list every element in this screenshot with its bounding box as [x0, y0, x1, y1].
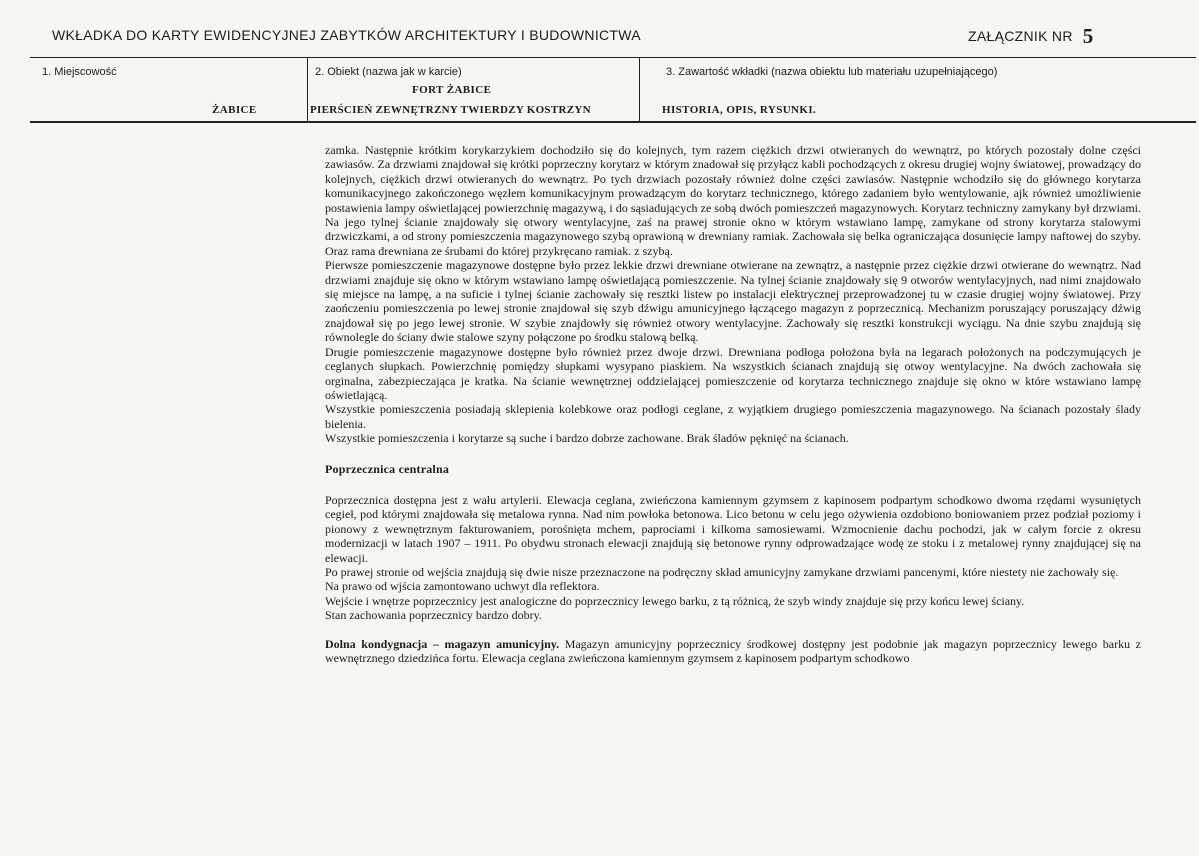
- object-value-complex: PIERŚCIEŃ ZEWNĘTRZNY TWIERDZY KOSTRZYN: [310, 104, 591, 116]
- lower-level-text: Magazyn amunicyjny poprzecznicy środkowej dostępny jest podobnie jak magazyn poprzecznicy lewego barku z wewnętrznego dziedzińca fortu. Elewacja ceglana zwieńczona kamiennym gzymsem z kapinosem podpartym schodkowo: [325, 636, 1141, 665]
- paragraph-elevation: Poprzecznica dostępna jest z wału artylerii. Elewacja ceglana, zwieńczona kamiennym gzymsem z kapinosem podpartym schodkowo dwoma rzędami wysuniętych cegieł, pod którymi znajdowała się metalowa rynna. Nad nim powłoka betonowa. Lico betonu w celu jego ożywienia ozdobiono boniowaniem przez podział poziomy i pionowy z wewnętrznym fakturowaniem, porośnięta mchem, paprociami i kilkoma samosiewami. Wzmocnienie dachu pochodzi, jak w całym forcie z okresu modernizacji w latach 1907 – 1911. Po obydwu stronach elewacji znajdują się betonowe rynny odprowadzające wodę ze stoku i z metalowej rynny znajdującej się na elewacji.: [325, 492, 1141, 565]
- contents-label: 3. Zawartość wkładki (nazwa obiektu lub materiału uzupełniającego): [666, 66, 998, 78]
- header-bottom-rule: [30, 121, 1196, 123]
- document-body: [325, 143, 1141, 665]
- header-top-rule: [30, 57, 1196, 58]
- paragraph-lower-level: [325, 637, 1141, 666]
- locality-value: ŻABICE: [212, 104, 257, 116]
- field-divider-1: [307, 58, 308, 121]
- paragraph-interior: Wejście i wnętrze poprzecznicy jest analogiczne do poprzecznicy lewego barku, z tą różnicą, że szyb windy znajduje się przy końcu lewej ściany.: [325, 593, 1025, 608]
- annex-number: 5: [1082, 24, 1094, 48]
- object-label: 2. Obiekt (nazwa jak w karcie): [315, 66, 462, 78]
- paragraph-spacer: [325, 623, 1141, 637]
- paragraph-second-magazine: Drugie pomieszczenie magazynowe dostępne było również przez dwoje drzwi. Drewniana podłoga położona była na legarach położonych na podczymujących je ceglanych słupkach. Powierzchnię pomiędzy słupkami wysypano piaskiem. Na wszystkich ścianach znajdują się otwoy wentylacyjne. Na dwóch zachowała się orginalna, zabezpieczająca je kratka. Na ścianie wewnętrznej oddzielającej pomieszczenie od korytarza technicznego znajduje się okno w które wstawiano lampę oświetlającą.: [325, 344, 1141, 402]
- contents-value: HISTORIA, OPIS, RYSUNKI.: [662, 104, 817, 116]
- field-divider-2: [639, 58, 640, 121]
- paragraph-condition: Wszystkie pomieszczenia i korytarze są suche i bardzo dobrze zachowane. Brak śladów pęknięć na ścianach.: [325, 431, 849, 446]
- annex-label: [968, 24, 1094, 49]
- section-heading: Poprzecznica centralna: [325, 461, 450, 476]
- locality-label: 1. Miejscowość: [42, 66, 117, 78]
- paragraph-niches: Po prawej stronie od wejścia znajdują się dwie nisze przeznaczone na podręczny skład amunicyjny zamykane drzwiami pancenymi, które niestety nie zachowały się.: [325, 564, 1119, 579]
- annex-label-text: ZAŁĄCZNIK NR: [968, 28, 1073, 44]
- lower-level-heading: Dolna kondygnacja – magazyn amunicyjny.: [325, 636, 560, 651]
- paragraph-vaults: Wszystkie pomieszczenia posiadają sklepienia kolebkowe oraz podłogi ceglane, z wyjątkiem drugiego pomieszczenia magazynowego. Na ścianach pozostały ślady bielenia.: [325, 402, 1141, 431]
- paragraph-entrance-corridor: zamka. Następnie krótkim korykarzykiem dochodziło się do kolejnych, tym razem ciężkich drzwi otwieranych do wewnątrz, po których pozostały dolne części zawiasów. Za drzwiami znajdował się krótki poprzeczny korytarz w którym znadował się przyłącz kabli pochodzących z okresu drugiej wojny światowej, prowadzący do kolejnych, ciężkich drzwi otwieranych do wewnątrz. Po tych drzwiach pozostały również dolne części zawiasów. Następnie wchodziło się do głównego korytarza komunikacyjnego zakończonego węzłem komunikacyjnym prowadzącym do korytarz technicznego, którego zadaniem było wentylowanie, ajk również umożliwienie postawienia lampy oświetlającej powierzchnię magazywą, i do sąsiadujących ze sobą dwóch pomieszczeń magazynowych. Korytarz techniczny zamykany był drzwiami. Na jego tylnej ścianie znajdowały się otwory wentylacyjne, zaś na prawej stronie okno w którym wstawiano lampę, zamykane od strony korytarza stalowymi drzwiczkami, a od strony pomieszczenia magazynowego szybą oprawioną w drewniany ramiak. Zachowała się belka ograniczająca dosunięcie lampy naftowej do szyby. Oraz rama drewniana ze śrubami do której przykręcano ramiak. z szybą.: [325, 143, 1141, 258]
- paragraph-state: Stan zachowania poprzecznicy bardzo dobry.: [325, 608, 542, 623]
- paragraph-reflector: Na prawo od wjścia zamontowano uchwyt dla reflektora.: [325, 579, 600, 594]
- object-value-name: FORT ŻABICE: [412, 84, 492, 96]
- paragraph-first-magazine: Pierwsze pomieszczenie magazynowe dostępne było przez lekkie drzwi drewniane otwierane na zewnątrz, a następnie przez ciężkie drzwi otwierane do wewnątrz. Nad drzwiami znajduje się okno w którym wstawiano lampę oświetlającą pomieszczenie. Na tylnej ścianie znajdowały się 9 otworów wentylacyjnych, nad nimi znajdowało się miejsce na lampę, a na suficie i tylnej ścianie zachowały się resztki listew po instalacji elektrycznej przeprowadzonej tu w czasie drugiej wojny światowej. Przy zaończeniu pomieszczenia po lewej stronie znajdował się szyb dźwigu amunicyjnego łączącego magazyn z poprzecznicą. Mechanizm poruszający poruszający dźwig znajdował się po jego lewej stronie. W szybie znajdowły się również otwory wentylacyjne. Zachowały się resztki konstrukcji wyciągu. Na dnie szybu znajdują się równolegle do ściany dwie stalowe szyny połączone po środku stalową belką.: [325, 258, 1141, 345]
- form-title: WKŁADKA DO KARTY EWIDENCYJNEJ ZABYTKÓW ARCHITEKTURY I BUDOWNICTWA: [52, 27, 641, 43]
